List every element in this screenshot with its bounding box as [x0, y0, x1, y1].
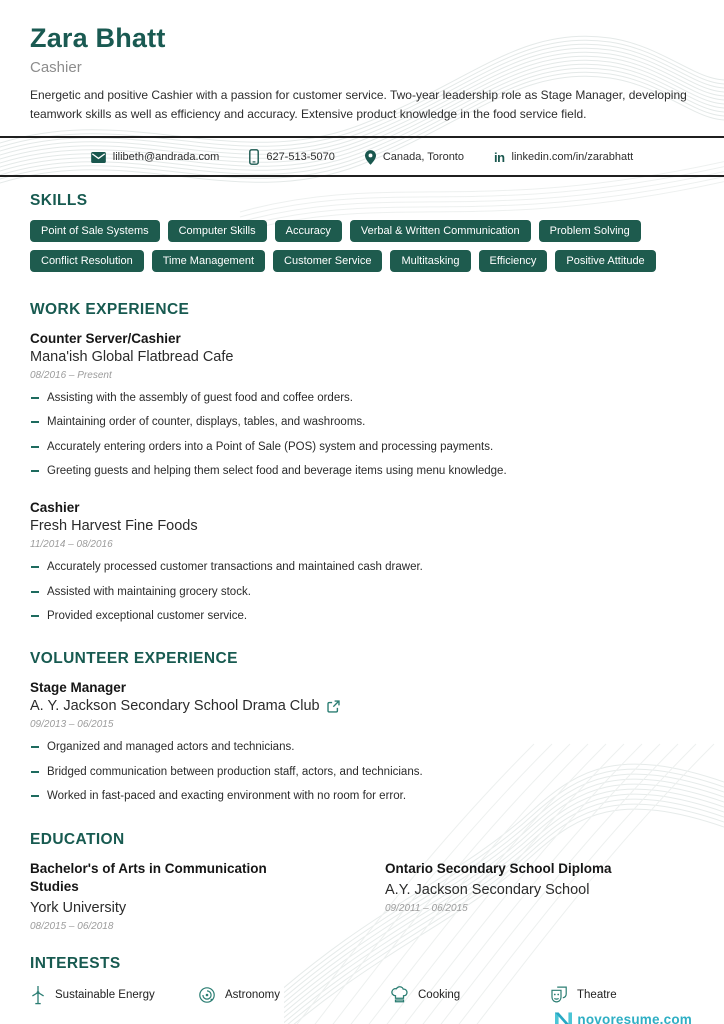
candidate-title: Cashier [30, 59, 82, 76]
skills-heading: SKILLS [30, 192, 88, 210]
phone-text: 627-513-5070 [266, 151, 335, 164]
wind-turbine-icon [30, 985, 46, 1005]
bullet-dash-icon [31, 421, 39, 423]
interests-heading: INTERESTS [30, 954, 121, 972]
interest-label: Cooking [418, 988, 461, 1001]
job-bullets [30, 559, 694, 624]
job-title: Cashier [30, 500, 80, 516]
skill-badge: Efficiency [479, 250, 548, 272]
organization-name: A. Y. Jackson Secondary School Drama Club [30, 698, 320, 715]
interests-section [30, 955, 694, 1005]
bullet-item: Accurately entering orders into a Point of Sale (POS) system and processing payments. [30, 439, 694, 456]
bullet-dash-icon [31, 771, 39, 773]
bullet-item: Greeting guests and helping them select food and beverage items using menu knowledge. [30, 463, 694, 480]
brand-link[interactable]: novoresume.com [577, 1012, 692, 1024]
interest-label: Astronomy [225, 988, 280, 1001]
interest-item [198, 986, 390, 1004]
interest-label: Sustainable Energy [55, 988, 155, 1001]
education-entry [385, 860, 694, 931]
footer [30, 1012, 694, 1024]
skill-badge: Multitasking [390, 250, 470, 272]
skill-badge: Time Management [152, 250, 265, 272]
degree-name: Ontario Secondary School Diploma [385, 861, 612, 877]
volunteer-title: Stage Manager [30, 680, 127, 696]
contact-location [365, 150, 464, 165]
skill-badge: Customer Service [273, 250, 382, 272]
bullet-dash-icon [31, 746, 39, 748]
phone-icon [249, 149, 259, 165]
chef-hat-icon [390, 985, 409, 1004]
contact-email[interactable] [91, 151, 220, 163]
skill-badge: Conflict Resolution [30, 250, 144, 272]
interest-item [550, 985, 694, 1004]
novoresume-n-icon[interactable] [555, 1012, 572, 1024]
bullet-dash-icon [31, 446, 39, 448]
interests-row [30, 985, 694, 1005]
external-link-icon[interactable] [327, 700, 340, 713]
education-entry [30, 860, 385, 931]
linkedin-text: linkedin.com/in/zarabhatt [511, 151, 634, 164]
bullet-dash-icon [31, 470, 39, 472]
skill-badge: Accuracy [275, 220, 342, 242]
education-heading: EDUCATION [30, 831, 125, 849]
skill-badge: Positive Attitude [555, 250, 655, 272]
theatre-masks-icon [550, 985, 568, 1004]
contact-linkedin[interactable] [494, 151, 633, 164]
work-experience-heading: WORK EXPERIENCE [30, 301, 190, 319]
candidate-name: Zara Bhatt [30, 23, 166, 53]
bullet-item: Assisted with maintaining grocery stock. [30, 584, 694, 601]
bullet-dash-icon [31, 566, 39, 568]
bullet-item: Worked in fast-paced and exacting environment with no room for error. [30, 788, 694, 805]
volunteer-bullets [30, 739, 694, 804]
interest-item [390, 985, 550, 1004]
email-icon [91, 152, 106, 163]
bullet-item: Assisting with the assembly of guest food and coffee orders. [30, 390, 694, 407]
volunteer-experience-section [30, 650, 694, 804]
skill-badge: Verbal & Written Communication [350, 220, 531, 242]
job-entry [30, 331, 694, 479]
job-title: Counter Server/Cashier [30, 331, 181, 347]
galaxy-icon [198, 986, 216, 1004]
contact-phone[interactable] [249, 149, 335, 165]
job-dates: 08/2016 – Present [30, 370, 112, 382]
company-name: Fresh Harvest Fine Foods [30, 518, 198, 535]
skill-badge: Problem Solving [539, 220, 641, 242]
job-dates: 11/2014 – 08/2016 [30, 539, 113, 551]
skills-section [30, 192, 694, 272]
bullet-dash-icon [31, 591, 39, 593]
volunteer-experience-heading: VOLUNTEER EXPERIENCE [30, 650, 238, 668]
email-text: lilibeth@andrada.com [112, 151, 220, 164]
interest-item [30, 985, 198, 1005]
location-pin-icon [365, 150, 376, 165]
interest-label: Theatre [577, 988, 617, 1001]
school-name: York University [30, 899, 127, 916]
bullet-dash-icon [31, 795, 39, 797]
bullet-item: Provided exceptional customer service. [30, 608, 694, 625]
bullet-dash-icon [31, 397, 39, 399]
organization-row [30, 698, 694, 714]
school-name: A.Y. Jackson Secondary School [385, 881, 590, 898]
bullet-item: Accurately processed customer transactions and maintained cash drawer. [30, 559, 694, 576]
bullet-item: Maintaining order of counter, displays, tables, and washrooms. [30, 414, 694, 431]
volunteer-entry [30, 680, 694, 804]
summary-text: Energetic and positive Cashier with a passion for customer service. Two-year leadership role as Stage Manager, developing teamwork skills as well as efficiency and accuracy. Extensive product knowledge in the food service field. [30, 88, 687, 121]
location-text: Canada, Toronto [382, 151, 464, 164]
work-experience-section [30, 301, 694, 624]
education-grid [30, 860, 694, 931]
job-entry [30, 500, 694, 624]
company-name: Mana'ish Global Flatbread Cafe [30, 349, 234, 366]
header [30, 23, 694, 123]
bullet-item: Bridged communication between production staff, actors, and technicians. [30, 764, 694, 781]
job-bullets [30, 390, 694, 479]
skills-badges [30, 220, 694, 272]
education-dates: 08/2015 – 06/2018 [30, 920, 114, 932]
bullet-dash-icon [31, 615, 39, 617]
skill-badge: Computer Skills [168, 220, 267, 242]
contact-bar [0, 136, 724, 177]
degree-name: Bachelor's of Arts in Communication Studies [30, 861, 267, 894]
skill-badge: Point of Sale Systems [30, 220, 160, 242]
linkedin-icon: in [493, 149, 505, 165]
bullet-item: Organized and managed actors and technicians. [30, 739, 694, 756]
education-dates: 09/2011 – 06/2015 [385, 902, 468, 914]
volunteer-dates: 09/2013 – 06/2015 [30, 719, 114, 731]
education-section [30, 831, 694, 931]
